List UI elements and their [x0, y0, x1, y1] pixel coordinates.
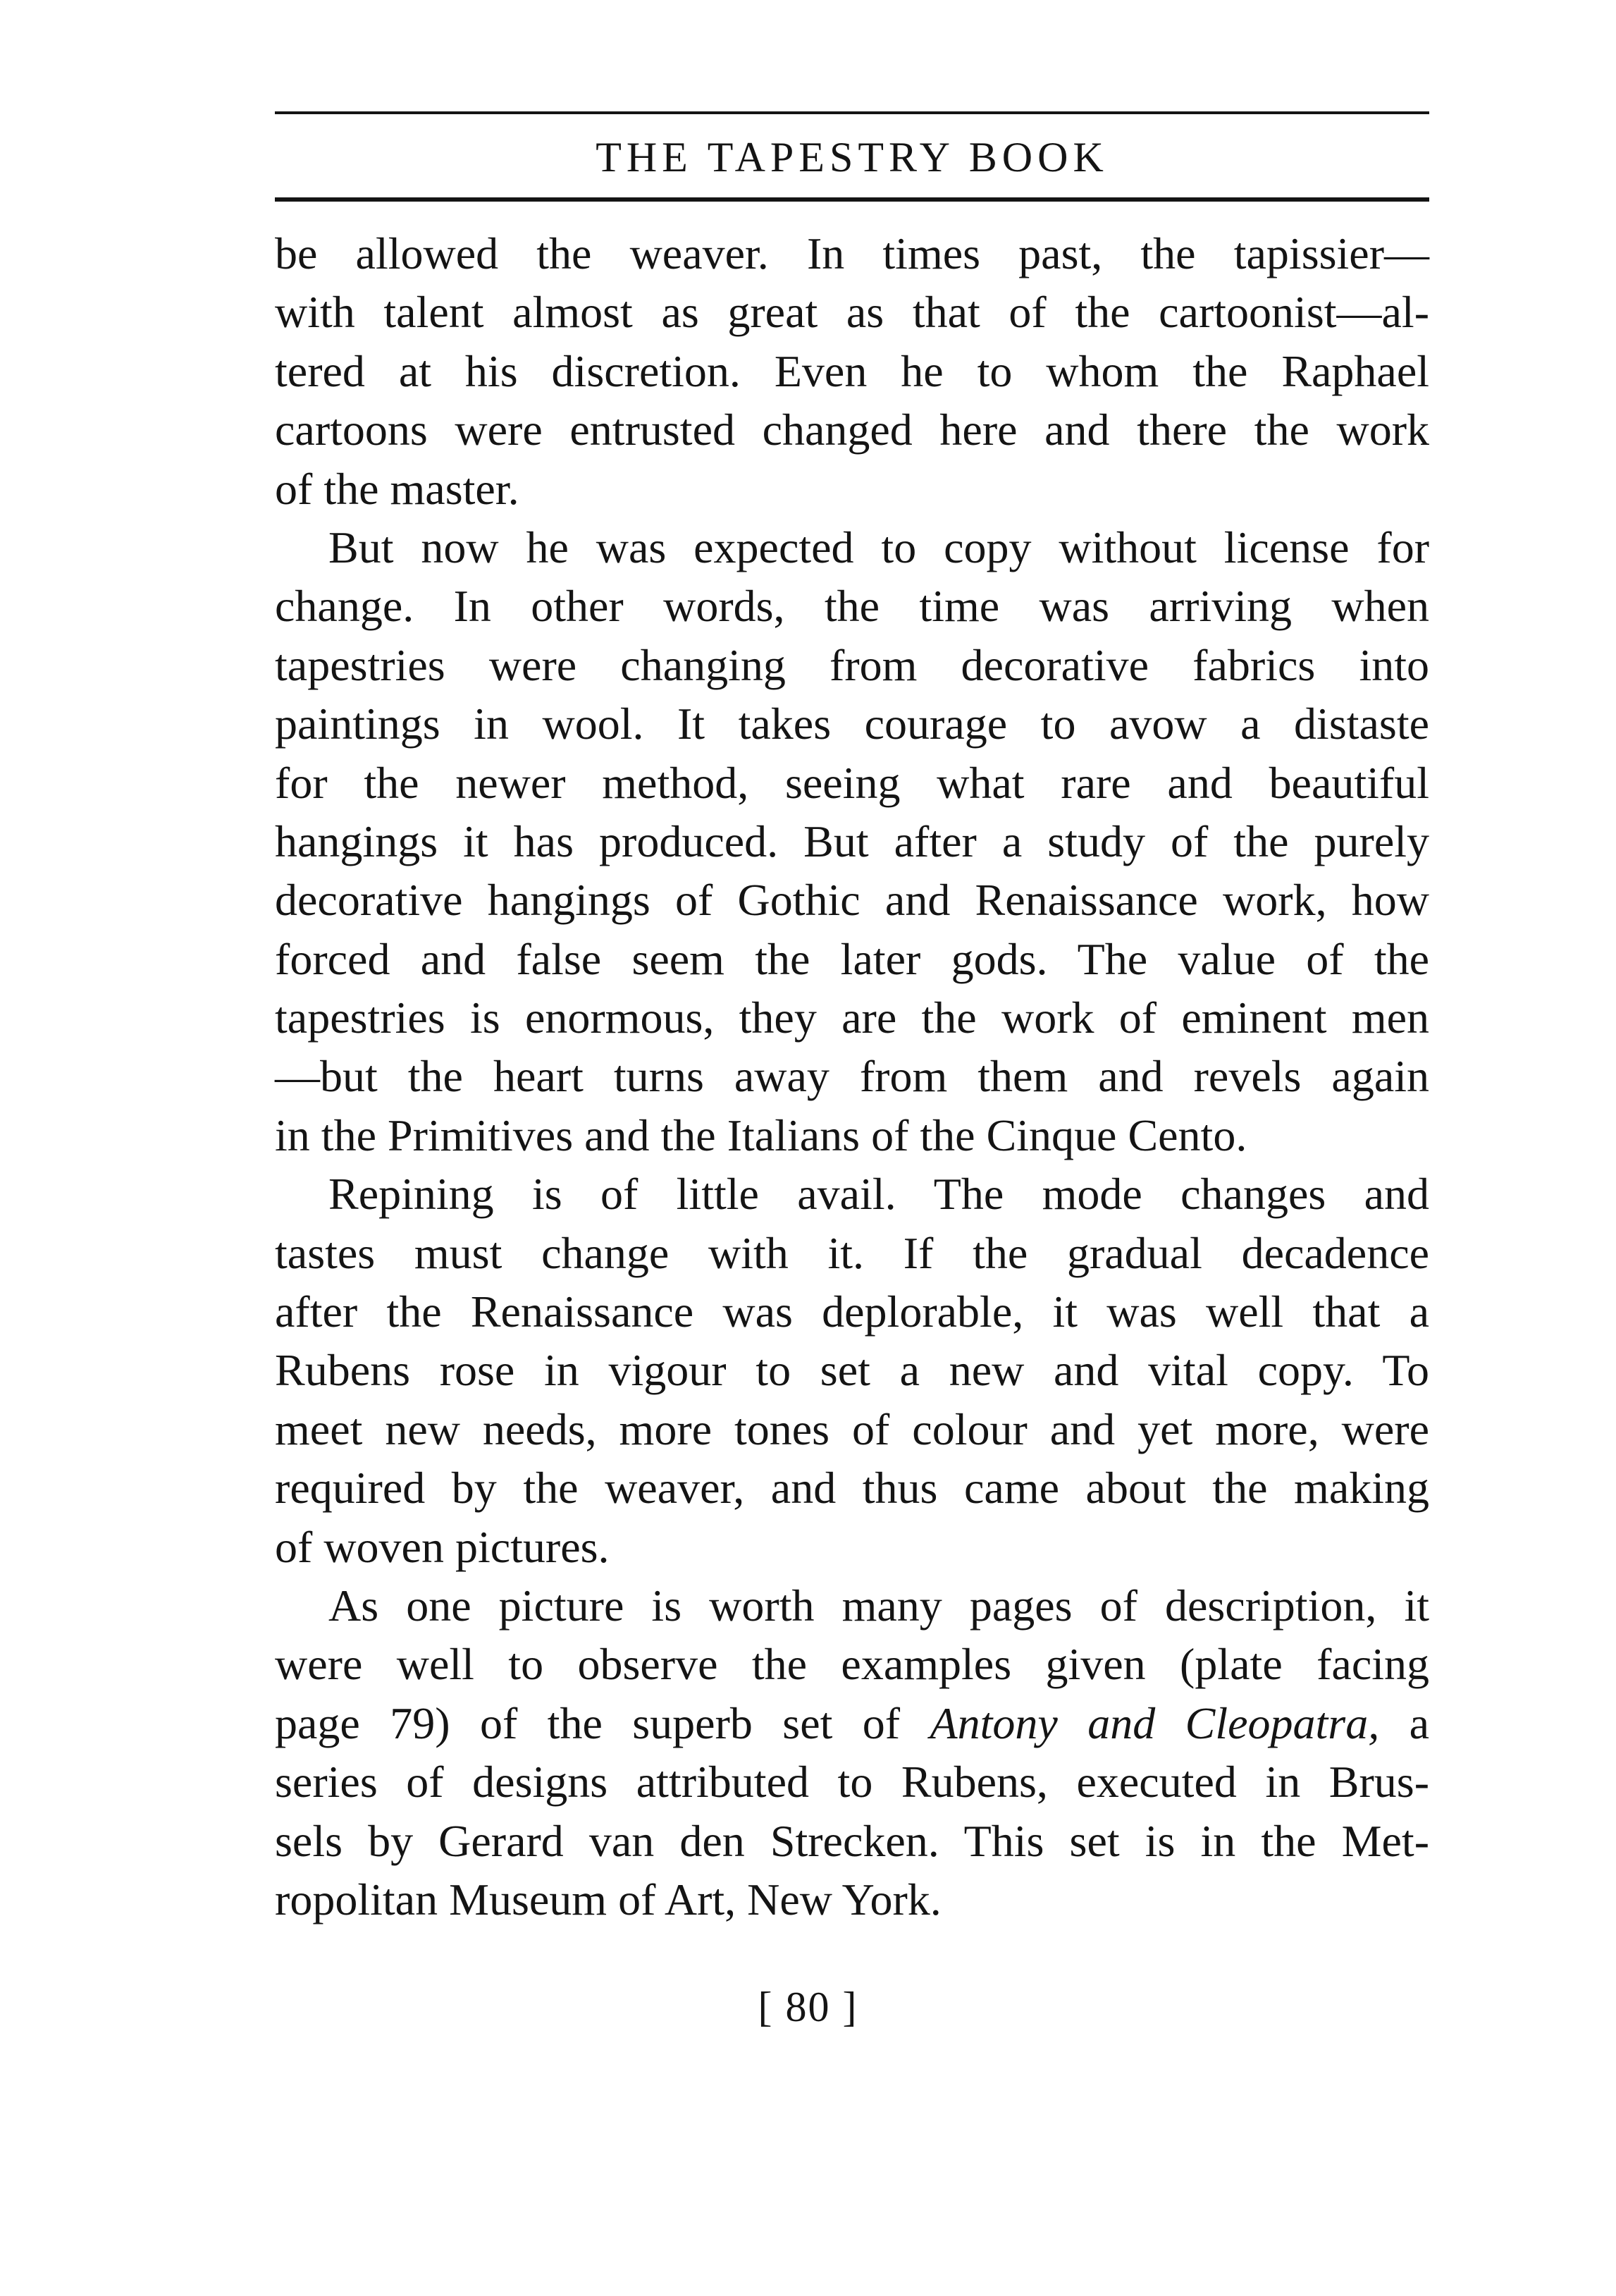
text-line: of the master. — [275, 463, 519, 514]
text-line: cartoons were entrusted changed here and there the work — [275, 405, 1429, 455]
text-line: ropolitan Museum of Art, New York. — [275, 1874, 942, 1924]
text-segment: page 79) of the superb set of — [275, 1698, 930, 1748]
text-line: tastes must change with it. If the gradual decadence — [275, 1227, 1429, 1278]
paragraph-first-line: Repining is of little avail. The mode changes and — [328, 1169, 1429, 1220]
text-line: meet new needs, more tones of colour and yet more, were — [275, 1404, 1429, 1454]
text-line: of woven pictures. — [275, 1521, 610, 1572]
text-line: decorative hangings of Gothic and Renaissance work, how — [275, 875, 1429, 926]
page-number: [ 80 ] — [758, 1984, 858, 2030]
text-line: with talent almost as great as that of the cartoonist—al- — [275, 287, 1429, 338]
running-head — [275, 107, 1429, 204]
text-line: in the Primitives and the Italians of the Cinque Cento. — [275, 1110, 1247, 1160]
italic-title: Antony and Cleopatra, — [930, 1698, 1380, 1748]
running-title: THE TAPESTRY BOOK — [596, 134, 1109, 180]
text-line: for the newer method, seeing what rare and beautiful — [275, 757, 1429, 808]
text-line: tapestries were changing from decorative fabrics into — [275, 639, 1429, 690]
paragraph-first-line: As one picture is worth many pages of description, it — [328, 1580, 1429, 1631]
text-line: after the Renaissance was deplorable, it was well that a — [275, 1287, 1429, 1337]
text-line: hangings it has produced. But after a study of the purely — [275, 816, 1429, 866]
text-line: were well to observe the examples given (plate facing — [275, 1639, 1429, 1690]
text-line: required by the weaver, and thus came about the making — [275, 1463, 1429, 1514]
text-line-with-italic — [275, 1694, 1429, 1752]
paragraph-first-line: But now he was expected to copy without license for — [328, 522, 1429, 572]
text-line: series of designs attributed to Rubens, executed in Brus- — [275, 1757, 1429, 1807]
text-line: change. In other words, the time was arriving when — [275, 581, 1429, 632]
text-line: forced and false seem the later gods. The value of the — [275, 933, 1429, 984]
text-line: Rubens rose in vigour to set a new and vital copy. To — [275, 1345, 1429, 1396]
text-line: tered at his discretion. Even he to whom the Raphael — [275, 345, 1429, 396]
header-rule-top — [275, 111, 1429, 114]
text-line: —but the heart turns away from them and revels again — [275, 1051, 1429, 1102]
text-line: tapestries is enormous, they are the work of eminent men — [275, 993, 1429, 1043]
header-rule-bottom — [275, 197, 1429, 202]
text-line: paintings in wool. It takes courage to avow a distaste — [275, 699, 1429, 749]
text-line: sels by Gerard van den Strecken. This set is in the Met- — [275, 1815, 1429, 1866]
body-text — [275, 224, 1429, 1929]
text-line: be allowed the weaver. In times past, the tapissier— — [275, 228, 1429, 278]
text-segment: a — [1379, 1698, 1430, 1748]
